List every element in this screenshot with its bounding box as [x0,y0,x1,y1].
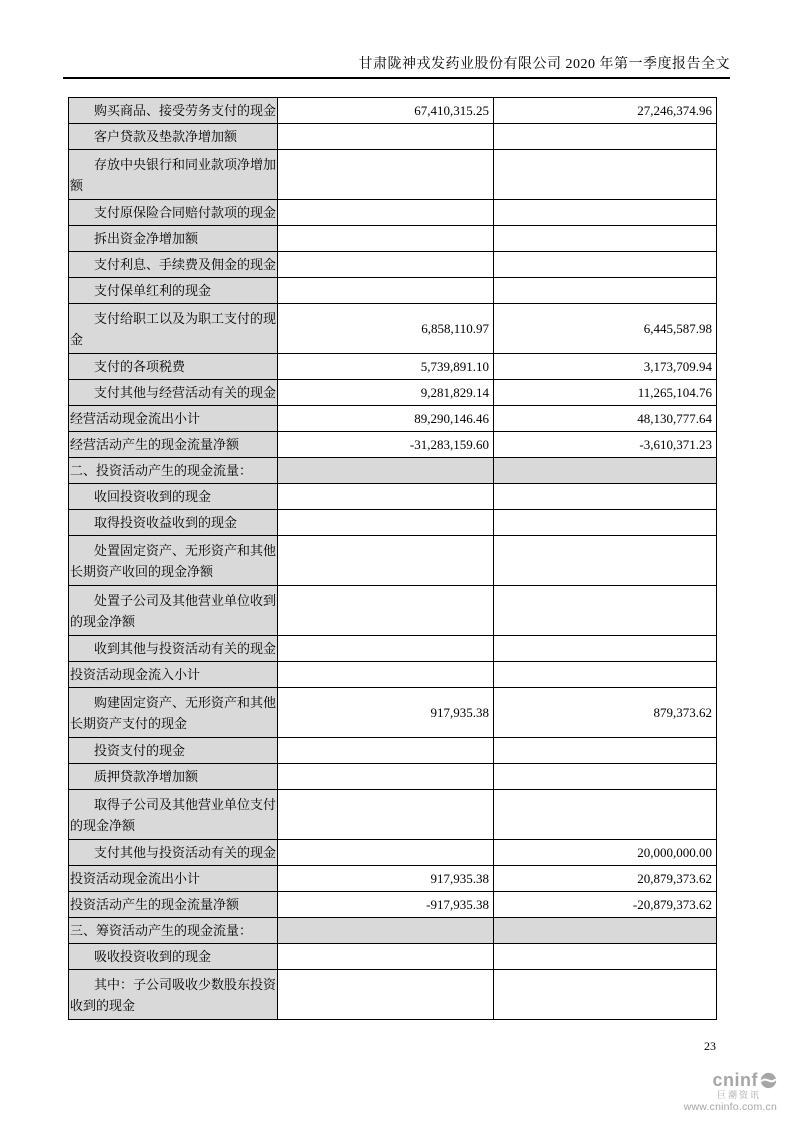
row-label: 质押贷款净增加额 [69,764,278,790]
row-value-current-period: 67,410,315.25 [278,98,494,124]
row-value-prior-period: -3,610,371.23 [494,432,717,458]
row-value-current-period [278,790,494,840]
row-value-prior-period [494,970,717,1020]
table-row [69,738,717,764]
row-value-current-period [278,840,494,866]
row-value-prior-period [494,510,717,536]
cninfo-swirl-icon [760,1072,777,1089]
row-value-prior-period: 6,445,587.98 [494,304,717,354]
row-value-prior-period: -20,879,373.62 [494,892,717,918]
row-value-current-period [278,970,494,1020]
row-value-current-period [278,458,494,484]
row-value-prior-period: 20,000,000.00 [494,840,717,866]
cninfo-logo [657,1071,777,1113]
row-value-current-period: 917,935.38 [278,866,494,892]
cninfo-url: www.cninfo.com.cn [683,1100,777,1113]
table-row [69,200,717,226]
row-value-prior-period [494,150,717,200]
table-row [69,892,717,918]
row-value-current-period: 917,935.38 [278,688,494,738]
table-row [69,536,717,586]
page-header [65,53,730,73]
row-value-current-period: -917,935.38 [278,892,494,918]
row-label: 存放中央银行和同业款项净增加额 [69,150,278,200]
row-label: 吸收投资收到的现金 [69,944,278,970]
page-number: 23 [704,1039,716,1053]
table-row [69,98,717,124]
row-value-prior-period: 3,173,709.94 [494,354,717,380]
table-row [69,458,717,484]
row-value-prior-period: 27,246,374.96 [494,98,717,124]
row-value-current-period [278,738,494,764]
row-value-prior-period [494,662,717,688]
row-value-current-period [278,918,494,944]
cninfo-brand-text: cninf [712,1070,758,1090]
row-label: 拆出资金净增加额 [69,226,278,252]
row-value-current-period [278,226,494,252]
table-row [69,124,717,150]
row-value-current-period: 89,290,146.46 [278,406,494,432]
row-value-prior-period [494,738,717,764]
table-row [69,790,717,840]
row-label: 支付其他与投资活动有关的现金 [69,840,278,866]
row-value-current-period [278,944,494,970]
row-value-current-period [278,278,494,304]
table-row [69,406,717,432]
row-value-prior-period: 11,265,104.76 [494,380,717,406]
row-value-prior-period [494,918,717,944]
cninfo-chinese-name: 巨潮资讯 [716,1089,761,1100]
table-row [69,432,717,458]
table-row [69,866,717,892]
row-value-current-period [278,636,494,662]
row-label: 处置固定资产、无形资产和其他长期资产收回的现金净额 [69,536,278,586]
row-label: 投资支付的现金 [69,738,278,764]
row-value-prior-period [494,790,717,840]
table-row [69,354,717,380]
row-value-prior-period [494,586,717,636]
row-value-prior-period [494,536,717,586]
table-row [69,150,717,200]
row-label: 支付给职工以及为职工支付的现金 [69,304,278,354]
table-row [69,636,717,662]
table-row [69,840,717,866]
row-value-prior-period [494,764,717,790]
row-value-current-period: -31,283,159.60 [278,432,494,458]
row-value-current-period [278,150,494,200]
row-label: 经营活动产生的现金流量净额 [69,432,278,458]
row-label: 购建固定资产、无形资产和其他长期资产支付的现金 [69,688,278,738]
header-rule [63,77,730,79]
row-value-current-period [278,200,494,226]
table-row [69,662,717,688]
table-row [69,918,717,944]
row-value-prior-period: 879,373.62 [494,688,717,738]
table-row [69,226,717,252]
row-value-current-period [278,536,494,586]
row-value-current-period [278,764,494,790]
row-value-prior-period: 48,130,777.64 [494,406,717,432]
row-value-current-period [278,252,494,278]
row-value-prior-period [494,124,717,150]
row-value-prior-period [494,484,717,510]
row-value-prior-period [494,226,717,252]
table-row [69,970,717,1020]
row-label: 收到其他与投资活动有关的现金 [69,636,278,662]
row-label: 取得投资收益收到的现金 [69,510,278,536]
row-value-prior-period [494,278,717,304]
row-label: 客户贷款及垫款净增加额 [69,124,278,150]
header-title: 甘肃陇神戎发药业股份有限公司 2020 年第一季度报告全文 [358,57,730,72]
row-label: 收回投资收到的现金 [69,484,278,510]
row-value-current-period [278,124,494,150]
table-row [69,484,717,510]
row-label: 投资活动现金流入小计 [69,662,278,688]
row-label: 三、筹资活动产生的现金流量： [69,918,278,944]
table-row [69,278,717,304]
row-value-current-period [278,510,494,536]
table-row [69,252,717,278]
table-row [69,510,717,536]
row-value-prior-period [494,200,717,226]
row-label: 其中：子公司吸收少数股东投资收到的现金 [69,970,278,1020]
row-value-current-period [278,586,494,636]
table-row [69,688,717,738]
row-label: 二、投资活动产生的现金流量： [69,458,278,484]
row-label: 支付的各项税费 [69,354,278,380]
row-label: 取得子公司及其他营业单位支付的现金净额 [69,790,278,840]
row-label: 投资活动现金流出小计 [69,866,278,892]
row-value-prior-period [494,944,717,970]
row-value-current-period [278,484,494,510]
row-label: 经营活动现金流出小计 [69,406,278,432]
table-row [69,304,717,354]
row-label: 支付其他与经营活动有关的现金 [69,380,278,406]
table-row [69,380,717,406]
row-value-prior-period [494,458,717,484]
cash-flow-table [68,97,717,1020]
row-label: 支付利息、手续费及佣金的现金 [69,252,278,278]
table-row [69,944,717,970]
row-value-current-period [278,662,494,688]
row-label: 支付原保险合同赔付款项的现金 [69,200,278,226]
row-value-current-period: 9,281,829.14 [278,380,494,406]
row-value-current-period: 6,858,110.97 [278,304,494,354]
table-row [69,764,717,790]
row-label: 投资活动产生的现金流量净额 [69,892,278,918]
row-value-prior-period [494,636,717,662]
row-label: 购买商品、接受劳务支付的现金 [69,98,278,124]
row-value-prior-period [494,252,717,278]
table-row [69,586,717,636]
row-value-prior-period: 20,879,373.62 [494,866,717,892]
row-label: 支付保单红利的现金 [69,278,278,304]
cninfo-logo-top [657,1071,777,1091]
row-value-current-period: 5,739,891.10 [278,354,494,380]
row-label: 处置子公司及其他营业单位收到的现金净额 [69,586,278,636]
